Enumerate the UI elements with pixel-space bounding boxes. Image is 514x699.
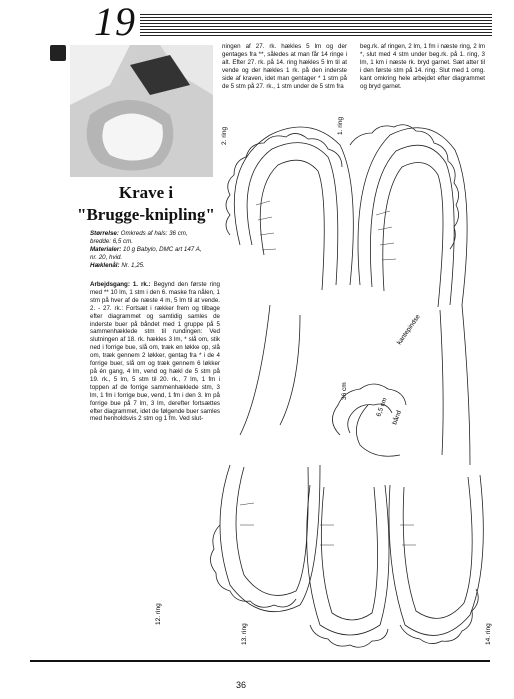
label-band: bånd bbox=[391, 409, 403, 426]
label-ring-1: 1. ring bbox=[337, 116, 344, 135]
spec-hook: Hæklenål: Nr. 1,25. bbox=[90, 262, 145, 269]
spec-materials: Materialer: 10 g Babylo, DMC art 147 A, nr. 20, hvid. bbox=[90, 246, 202, 261]
label-ring-12: 12. ring bbox=[155, 603, 162, 625]
instructions-column-2: ningen af 27. rk. hækles 5 lm og der gentages fra **, således at man får 14 ringe i alt. Efter 27. rk. på 14. ring hækles 5 lm til at vende og der hækles 1 rk. på den inderste side af kraven, idet man gentager * 1 stm på de 5 stm på 27. rk., 1 stm under de 5 stm fra bbox=[222, 43, 347, 90]
chapter-number: 19 bbox=[94, 0, 136, 44]
instructions-column-1: Arbejdsgang: 1. rk.: Begynd den første ring med ** 10 lm, 1 stm i den 6. maske fra nålen, 1 stm på hver af de næste 4 m, 5 lm til at vende. 2. - 27. rk.: Fortsæt i rækker frem og tilbage efter diagrammet og samtidig samles de inderste buer på båndet med 1 gruppe på 5 sammenhæklede stm til rundingen: Ved slutningen af 18. rk. hækles 3 lm, * slå om, stik ned i forrige bue, slå om, træk en løkke op, slå om, træk gennem 2 løkker, gentag fra * i de 4 forrige buer, slå om og træk gennem 6 løkker på én gang, 4 lm, vend og hækl de 5 stm på 19. rk., 5 lm, 5 stm til 20. rk., 7 lm, 1 fm i toppen af de forrige sammenhæklede stm, 3 lm, 1 fm i forrige bue, vend, 1 fm i den 3. lm på forrige bue på 7 lm, 3 lm, derefter fortsættes efter diagrammet, idet de følgende buer samles med henholdsvis 2 stm og 1 fm. Ved slut- bbox=[90, 281, 221, 423]
page-number: 36 bbox=[236, 680, 247, 690]
instructions-column-3: beg.rk. af ringen, 2 lm, 1 fm i næste ring, 2 lm *, slut med 4 stm under beg.rk. på 1. ring, 3 lm, 1 km i næste rk. bryd garnet. Sæt atter til i den første stm på 14. ring. Slut med 1 omg. kant omkring hele arbejdet efter diagrammet og bryd garnet. bbox=[360, 43, 485, 90]
label-ring-13: 13. ring bbox=[241, 623, 248, 645]
pattern-title-line2: "Brugge-knipling" bbox=[77, 205, 215, 224]
collar-photo bbox=[70, 45, 213, 177]
label-36cm: 36 cm bbox=[341, 382, 348, 400]
pattern-title-line1: Krave i bbox=[118, 183, 174, 202]
spec-size: Størrelse: Omkreds af hals: 36 cm, bredde: 6,5 cm. bbox=[90, 230, 188, 245]
footer-rule bbox=[30, 660, 490, 662]
label-6-5cm: 6,5 cm bbox=[375, 396, 389, 418]
magazine-logo-icon bbox=[50, 45, 66, 61]
label-ring-2: 2. ring bbox=[221, 126, 228, 145]
header-stripes bbox=[140, 14, 492, 36]
label-edge: kantepindse bbox=[395, 313, 422, 347]
materials-specs bbox=[90, 230, 210, 270]
label-ring-14: 14. ring bbox=[485, 623, 492, 645]
